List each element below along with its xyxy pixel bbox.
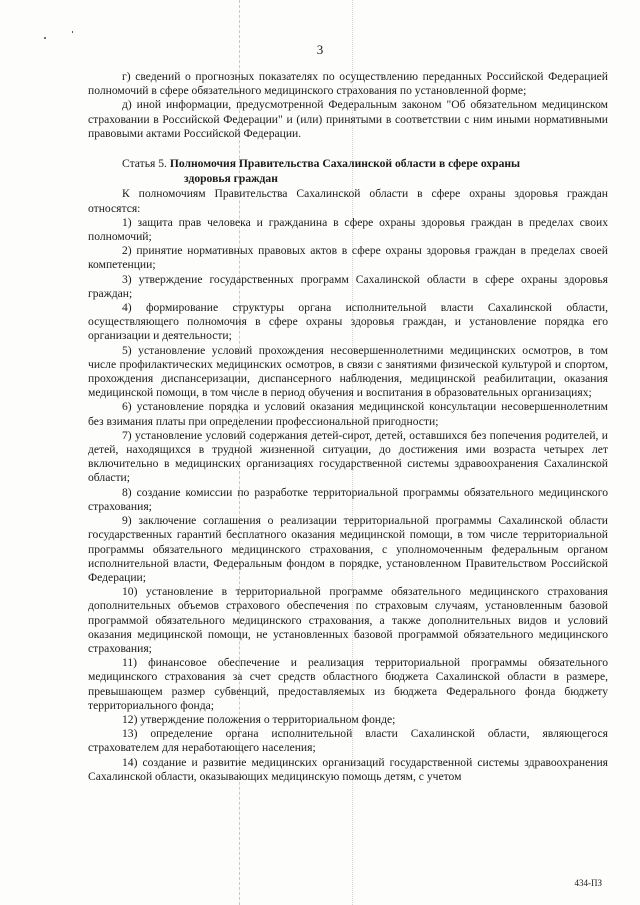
scan-speck	[72, 31, 73, 33]
article-number: Статья 5.	[122, 157, 167, 171]
list-item: 12) утверждение положения о территориальном фонде;	[122, 712, 396, 726]
paragraph: г) сведений о прогнозных показателях по осуществлению переданных Российской Федерацией полномочий в сфере обязательного медицинского страхования по установленной форме;	[88, 70, 608, 98]
article-title: Полномочия Правительства Сахалинской области в сфере охраны	[169, 157, 521, 171]
list-item: 11) финансовое обеспечение и реализация территориальной программы обязательного медицинского страхования за счет средств областного бюджета Сахалинской области в размере, превышающем размер субвенций, предоставляемых из бюджета Федерального фонда бюджету территориального фонда;	[88, 656, 608, 712]
paragraph: д) иной информации, предусмотренной Федеральным законом "Об обязательном медицинском страховании в Российской Федерации" и (или) принятыми в соответствии с ним иными нормативными правовыми актами Российской Федерации.	[88, 98, 608, 140]
page-number: 3	[316, 42, 324, 57]
list-item: 14) создание и развитие медицинских организаций государственной системы здравоохранения Сахалинской области, оказывающих медицинскую помощь детям, с учетом	[88, 755, 608, 783]
document-body	[88, 70, 608, 784]
list-item: 1) защита прав человека и гражданина в сфере охраны здоровья граждан в пределах своих полномочий;	[88, 215, 608, 244]
list-item: 10) установление в территориальной программе обязательного медицинского страхования дополнительных объемов страхового обеспечения по страховым случаям, установленным базовой программой обязательного медицинского страхования, а также дополнительных видов и условий оказания медицинской помощи, не установленных базовой программой обязательного медицинского страхования;	[88, 585, 608, 655]
scan-speck	[44, 37, 46, 39]
document-code: 434-ПЗ	[574, 878, 602, 888]
list-item: 4) формирование структуры органа исполнительной власти Сахалинской области, осуществляющего полномочия в сфере охраны здоровья граждан, и установление порядка его организации и деятельности;	[88, 301, 608, 343]
list-item: 6) установление порядка и условий оказания медицинской консультации несовершеннолетним без взимания платы при определении профессиональной пригодности;	[88, 400, 608, 428]
list-item: 5) установление условий прохождения несовершеннолетними медицинских осмотров, в том числе профилактических медицинских осмотров, в связи с занятиями физической культурой и спортом, прохождения диспансеризации, диспансерного наблюдения, медицинской реабилитации, оказания медицинской помощи, в том числе в период обучения и воспитания в образовательных организациях;	[88, 343, 608, 400]
article-heading	[88, 157, 608, 171]
list-item: 9) заключение соглашения о реализации территориальной программы Сахалинской области государственных гарантий бесплатного оказания медицинской помощи, в том числе территориальной программы обязательного медицинского страхования, с уполномоченным федеральным органом исполнительной власти, Федеральным фондом в порядке, установленном Правительством Российской Федерации;	[88, 514, 608, 584]
list-item: 3) утверждение государственных программ Сахалинской области в сфере охраны здоровья граждан;	[88, 272, 608, 300]
article-intro: К полномочиям Правительства Сахалинской области в сфере охраны здоровья граждан относятся:	[88, 187, 608, 215]
list-item: 2) принятие нормативных правовых актов в сфере охраны здоровья граждан в пределах своей компетенции;	[88, 244, 608, 272]
list-item: 8) создание комиссии по разработке территориальной программы обязательного медицинского страхования;	[88, 485, 608, 513]
list-item: 7) установление условий содержания детей-сирот, детей, оставшихся без попечения родителей, и детей, находящихся в трудной жизненной ситуации, до достижения ими возраста четырех лет включительно в медицинских организациях государственной системы здравоохранения Сахалинской области;	[88, 428, 608, 485]
list-item: 13) определение органа исполнительной власти Сахалинской области, являющегося страхователем для неработающего населения;	[88, 727, 608, 755]
article-title-continued: здоровья граждан	[184, 172, 278, 186]
